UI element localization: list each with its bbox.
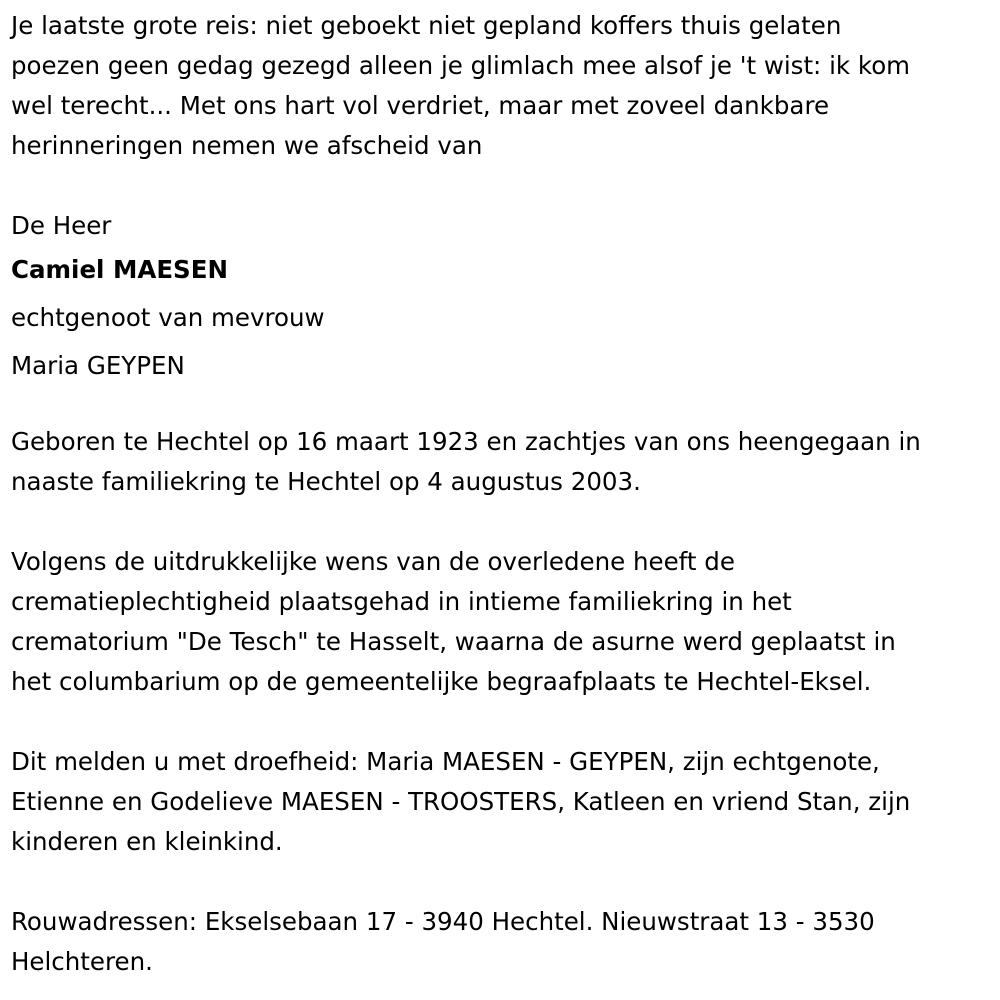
addresses-paragraph <box>11 902 996 982</box>
intro-line: wel terecht... Met ons hart vol verdriet, maar met zoveel dankbare <box>11 91 830 120</box>
deceased-relation: echtgenoot van mevrouw <box>11 303 325 332</box>
paragraph-spacer <box>11 390 996 422</box>
obituary-document <box>11 6 996 982</box>
paragraph-spacer <box>11 166 996 206</box>
birth-death-paragraph <box>11 422 996 502</box>
announcement-line: Etienne en Godelieve MAESEN - TROOSTERS, Katleen en vriend Stan, zijn <box>11 787 911 816</box>
addresses-line: Rouwadressen: Ekselsebaan 17 - 3940 Hechtel. Nieuwstraat 13 - 3530 <box>11 907 875 936</box>
ceremony-line: crematieplechtigheid plaatsgehad in intieme familiekring in het <box>11 587 792 616</box>
intro-line: poezen geen gedag gezegd alleen je glimlach mee alsof je 't wist: ik kom <box>11 51 911 80</box>
birth-death-line: Geboren te Hechtel op 16 maart 1923 en zachtjes van ons heengegaan in <box>11 427 921 456</box>
paragraph-spacer <box>11 862 996 902</box>
paragraph-spacer <box>11 702 996 742</box>
deceased-spouse: Maria GEYPEN <box>11 351 185 380</box>
announcement-line: kinderen en kleinkind. <box>11 827 283 856</box>
ceremony-line: Volgens de uitdrukkelijke wens van de overledene heeft de <box>11 547 735 576</box>
birth-death-line: naaste familiekring te Hechtel op 4 augustus 2003. <box>11 467 641 496</box>
intro-paragraph <box>11 6 996 166</box>
deceased-title: De Heer <box>11 211 112 240</box>
announcement-line: Dit melden u met droefheid: Maria MAESEN - GEYPEN, zijn echtgenote, <box>11 747 880 776</box>
announcement-paragraph <box>11 742 996 862</box>
deceased-name: Camiel MAESEN <box>11 255 228 284</box>
ceremony-line: crematorium "De Tesch" te Hasselt, waarna de asurne werd geplaatst in <box>11 627 896 656</box>
ceremony-line: het columbarium op de gemeentelijke begraafplaats te Hechtel-Eksel. <box>11 667 872 696</box>
intro-line: Je laatste grote reis: niet geboekt niet gepland koffers thuis gelaten <box>11 11 842 40</box>
addresses-line: Helchteren. <box>11 947 153 976</box>
intro-line: herinneringen nemen we afscheid van <box>11 131 483 160</box>
ceremony-paragraph <box>11 542 996 702</box>
paragraph-spacer <box>11 502 996 542</box>
